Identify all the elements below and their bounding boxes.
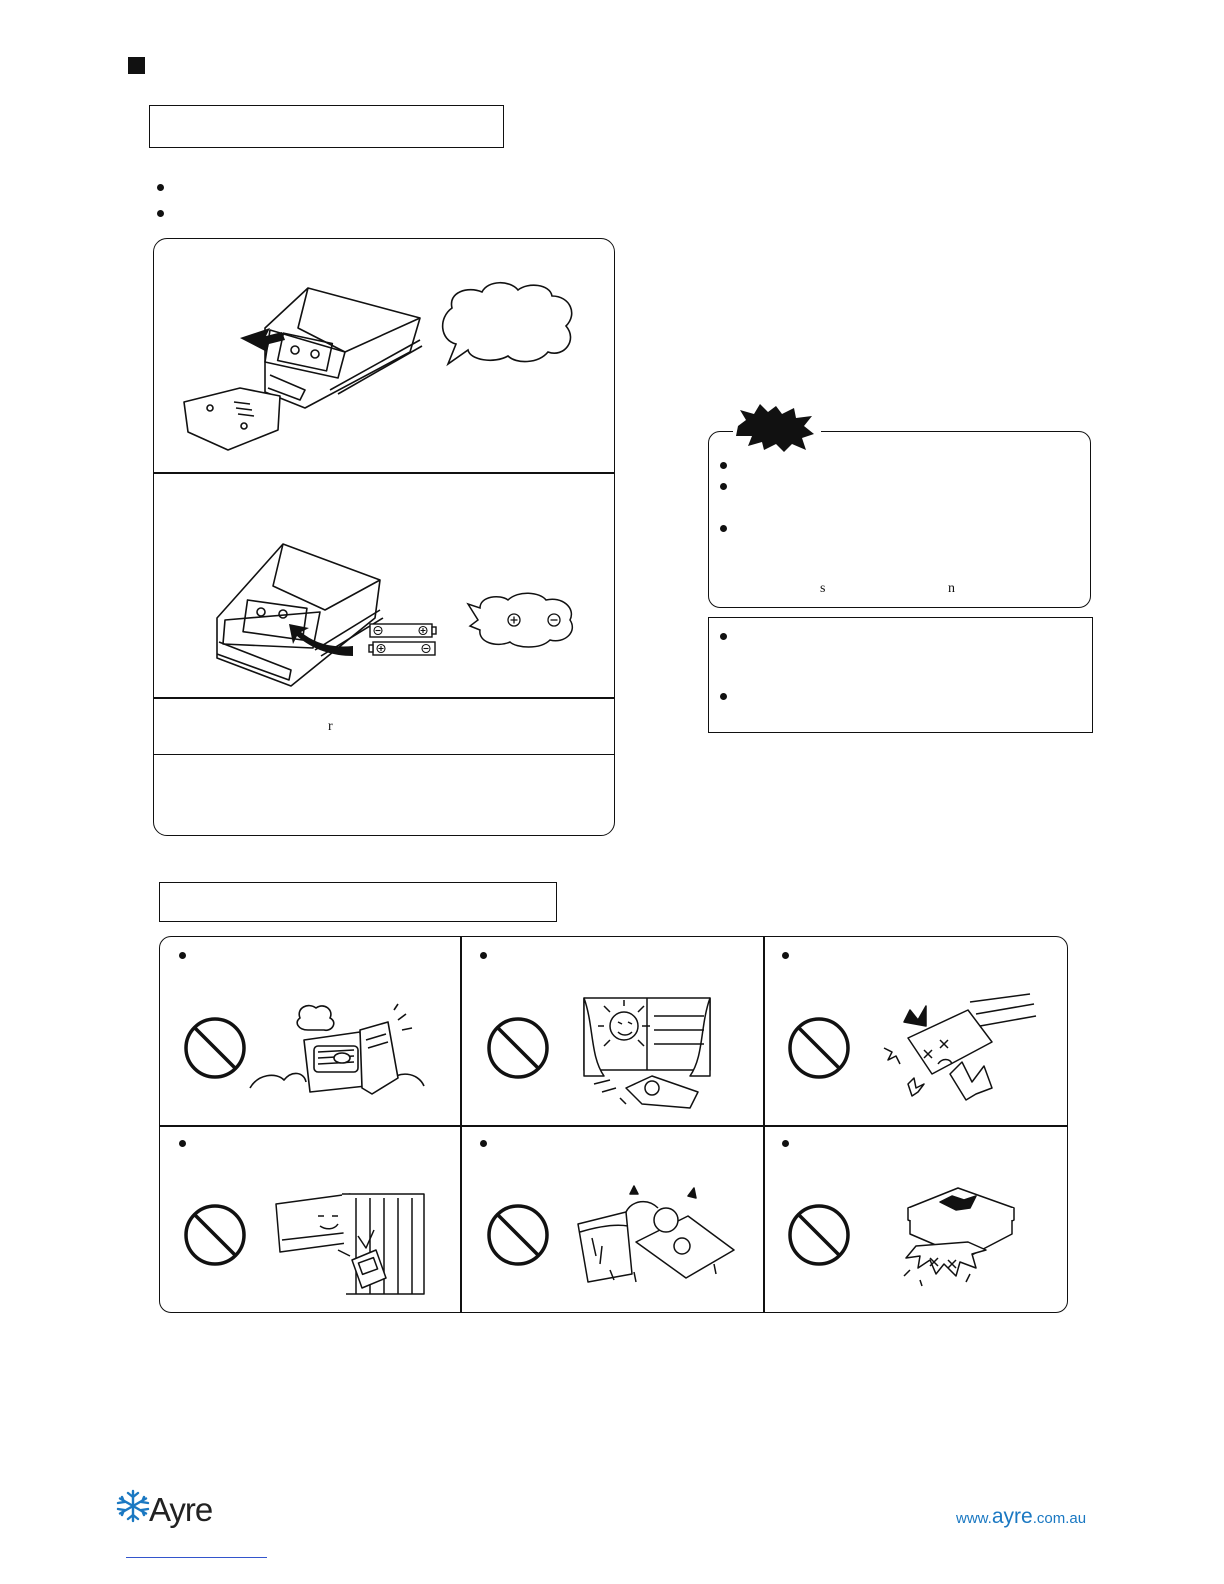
snowflake-icon <box>116 1489 150 1523</box>
liquid-spilled-on-remote-cartoon <box>570 1186 740 1286</box>
brand-name: Ayre <box>149 1491 213 1528</box>
precaution-bullet-3 <box>782 952 789 959</box>
prohibited-icon <box>787 1016 851 1080</box>
prohibited-icon <box>787 1203 851 1267</box>
grid-col-divider-2 <box>763 937 765 1312</box>
caution-bullet-2 <box>720 693 727 700</box>
panel-divider-1 <box>154 472 614 474</box>
note-bullet-1 <box>720 462 727 469</box>
precaution-bullet-5 <box>480 1140 487 1147</box>
remote-under-books-cartoon <box>900 1180 1020 1288</box>
footer-link-underline <box>126 1557 267 1558</box>
note-box <box>708 431 1091 608</box>
heading-box-remote-precautions <box>159 882 557 922</box>
battery-pair-icon <box>368 622 440 658</box>
precaution-bullet-6 <box>782 1140 789 1147</box>
intro-bullet-2 <box>157 210 164 217</box>
panel-divider-3 <box>154 754 614 755</box>
remote-open-cover-illustration <box>170 280 430 460</box>
caution-box <box>708 617 1093 733</box>
intro-bullet-1 <box>157 184 164 191</box>
section-marker-icon <box>128 57 145 74</box>
starburst-note-icon <box>734 404 816 452</box>
url-brand: ayre <box>991 1505 1033 1528</box>
remote-insert-battery-illustration <box>205 540 445 690</box>
precaution-bullet-4 <box>179 1140 186 1147</box>
prohibited-icon <box>486 1016 550 1080</box>
note-bullet-2 <box>720 483 727 490</box>
speech-cloud-step1 <box>430 278 580 373</box>
url-suffix: .com.au <box>1032 1510 1087 1527</box>
remote-near-heater-cartoon <box>248 1000 438 1095</box>
prohibited-icon <box>183 1203 247 1267</box>
grid-col-divider-1 <box>460 937 462 1312</box>
grid-row-divider <box>160 1125 1067 1127</box>
prohibited-icon <box>486 1203 550 1267</box>
footer-website-url[interactable] <box>956 1505 1086 1529</box>
prohibited-icon <box>183 1016 247 1080</box>
heading-box-battery-installation <box>149 105 504 148</box>
remote-in-sunlight-cartoon <box>580 996 715 1114</box>
note-stray-letter-n: n <box>948 581 955 596</box>
caution-bullet-1 <box>720 633 727 640</box>
panel-divider-2 <box>154 697 614 699</box>
polarity-cloud-icon <box>466 590 578 650</box>
precaution-bullet-2 <box>480 952 487 959</box>
remote-near-air-conditioner-cartoon <box>272 1190 432 1295</box>
battery-panel-stray-letter: r <box>328 719 333 734</box>
remote-dropped-cartoon <box>880 992 1040 1102</box>
url-prefix: www. <box>956 1510 992 1527</box>
precaution-bullet-1 <box>179 952 186 959</box>
note-stray-letter-s: s <box>820 581 826 596</box>
note-bullet-3 <box>720 525 727 532</box>
